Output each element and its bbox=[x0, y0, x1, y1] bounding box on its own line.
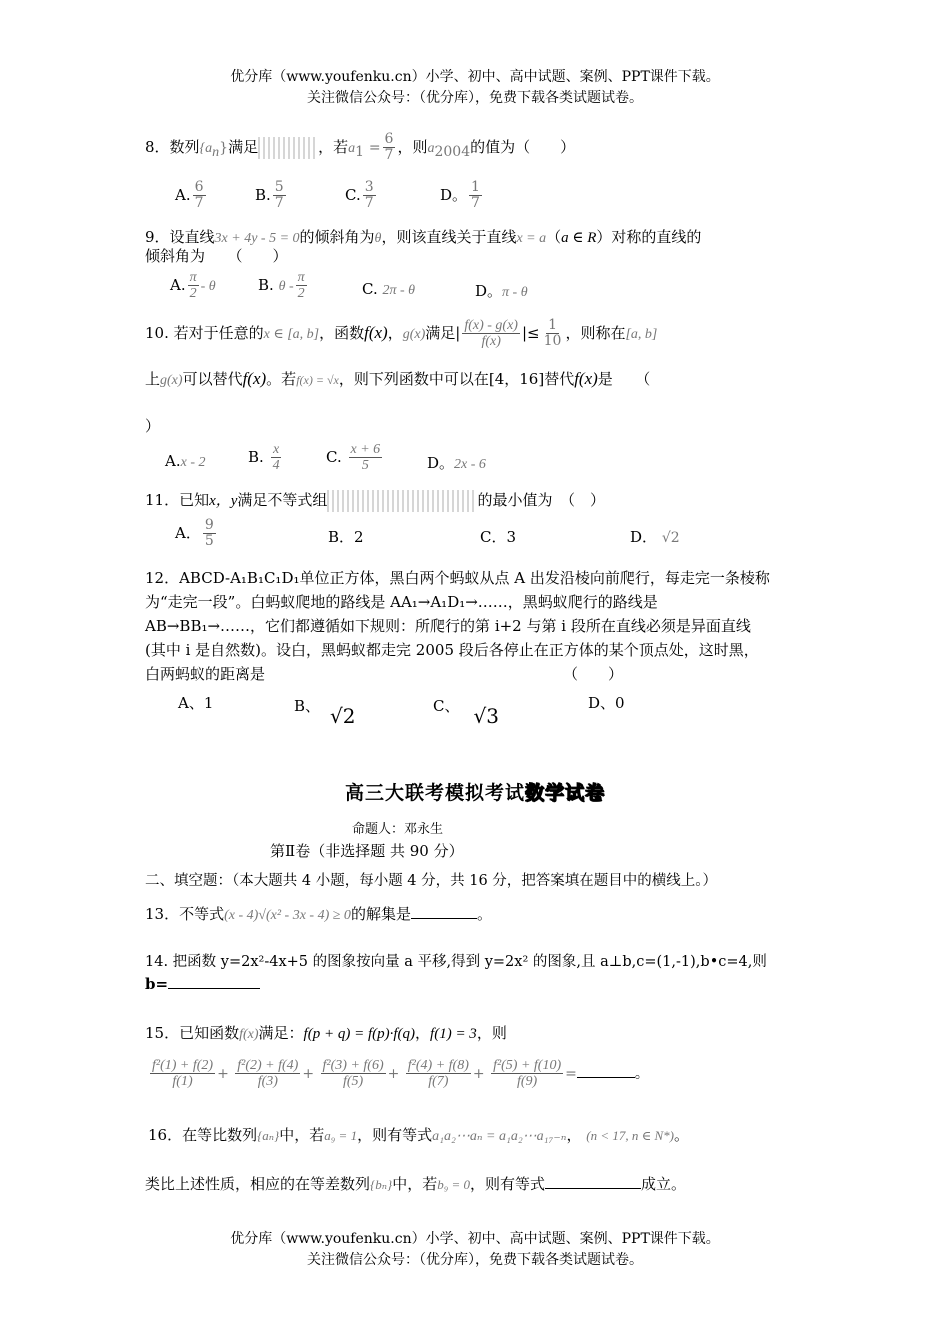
header-line-2: 关注微信公众号：（优分库），免费下载各类试题试卷。 bbox=[307, 90, 643, 106]
q8-option-a: A. $\frac{6}{7}$ bbox=[175, 179, 204, 212]
question-13: 13．不等式(x - 4)√(x² - 3x - 4) ≥ 0的解集是 。 bbox=[145, 905, 492, 923]
question-14-line-1: 14. 把函数 y=2x²-4x+5 的图象按向量 a 平移,得到 y=2x² 的图象,且 a⊥b,c=(1,-1),b•c=4,则 bbox=[145, 954, 767, 970]
question-11: 11．已知x，y满足不等式组 的最小值为 （ ） bbox=[145, 489, 605, 512]
q12-option-b: B、 √2 bbox=[294, 697, 356, 728]
question-16: 16．在等比数列{aₙ}中，若a₉ = 1，则有等式a₁a₂⋯aₙ = a₁a₂⋯a₁₇₋ₙ， (n < 17, n ∈ N*)。 bbox=[148, 1126, 690, 1144]
q9-option-a: A. $\frac{\pi}{2}$ - θ bbox=[170, 270, 216, 302]
q8-option-d: D。 $\frac{1}{7}$ bbox=[440, 179, 480, 212]
q12-option-c: C、 √3 bbox=[433, 697, 499, 728]
question-12-line-4: (其中 i 是自然数)。设白，黑蚂蚁都走完 2005 段后各停止在正方体的某个顶点处，这时黑， bbox=[145, 641, 759, 659]
blurred-formula bbox=[258, 137, 318, 159]
question-10: 10. 若对于任意的x ∈ [a, b]，函数f(x)，g(x)满足| $\frac{f(x) - g(x)}{f(x)}$ |≤ $\frac{1}{10}$ ，则称在[a, b] bbox=[145, 317, 658, 350]
header-line-1: 优分库（www.youfenku.cn）小学、初中、高中试题、案例、PPT课件下载。 bbox=[230, 69, 720, 85]
section-heading: 二、填空题：（本大题共 4 小题，每小题 4 分，共 16 分，把答案填在题目中的横线上。） bbox=[145, 873, 718, 889]
question-10-line-2: 上g(x)可以替代f(x)。若f(x) = √x，则下列函数中可以在[4，16]替代f(x)是 （ bbox=[145, 369, 651, 388]
q9-option-b: B. θ - $\frac{\pi}{2}$ bbox=[258, 270, 305, 302]
question-15-expression: $\frac{\text{f²(1) + f(2)}}{f(1)}$ + $\frac{\text{f²(2) + f(4)}}{f(3)}$ + $\frac{\text{f²(3) + f(6)}}{f(5)}$ + $\frac{\text{f²(4) + f(8)}}{f(7)}$ + $\frac{\text{f²(5) + f(10)}}{f(9)}$ = 。 bbox=[152, 1058, 649, 1090]
q11-option-a: A． $\frac{9}{5}$ bbox=[175, 517, 214, 550]
answer-blank[interactable] bbox=[577, 1077, 635, 1078]
exam-part-title: 第Ⅱ卷（非选择题 共 90 分） bbox=[270, 842, 464, 860]
q9-option-d: D。π - θ bbox=[475, 282, 528, 300]
blurred-inequality-system bbox=[327, 490, 477, 512]
question-12-line-3: AB→BB₁→……，它们都遵循如下规则：所爬行的第 i+2 与第 i 段所在直线必须是异面直线 bbox=[145, 617, 751, 635]
footer-line-1: 优分库（www.youfenku.cn）小学、初中、高中试题、案例、PPT课件下载。 bbox=[230, 1231, 720, 1247]
exam-author: 命题人：邓永生 bbox=[352, 822, 444, 837]
question-12-line-2: 为“走完一段”。白蚂蚁爬地的路线是 AA₁→A₁D₁→……，黑蚂蚁爬行的路线是 bbox=[145, 593, 658, 611]
answer-blank[interactable] bbox=[168, 988, 260, 989]
question-9-line-2: 倾斜角为 （ ） bbox=[145, 247, 288, 265]
answer-blank[interactable] bbox=[545, 1188, 641, 1189]
q10-option-d: D。2x - 6 bbox=[427, 454, 486, 472]
q8-option-b: B. $\frac{5}{7}$ bbox=[255, 179, 284, 212]
q12-option-a: A、1 bbox=[178, 694, 214, 712]
q10-option-c: C. $\frac{x + 6}{5}$ bbox=[326, 442, 381, 474]
q12-option-d: D、0 bbox=[588, 694, 625, 712]
q10-option-b: B. $\frac{x}{4}$ bbox=[248, 442, 280, 474]
question-12-line-1: 12．ABCD-A₁B₁C₁D₁单位正方体，黑白两个蚂蚁从点 A 出发沿棱向前爬行，每走完一条棱称 bbox=[145, 569, 770, 587]
q11-option-c: C．3 bbox=[480, 528, 517, 546]
q11-option-b: B．2 bbox=[328, 528, 364, 546]
question-15: 15．已知函数f(x)满足：f(p + q) = f(p)·f(q)，f(1) = 3，则 bbox=[145, 1024, 507, 1042]
question-16-line-2: 类比上述性质，相应的在等差数列{bₙ}中，若b₉ = 0，则有等式 成立。 bbox=[145, 1175, 687, 1193]
exam-title: 高三大联考模拟考试数学试卷 bbox=[344, 782, 606, 804]
q11-option-d: D． √2 bbox=[630, 528, 680, 546]
q9-option-c: C. 2π - θ bbox=[362, 280, 416, 298]
answer-blank[interactable] bbox=[411, 918, 477, 919]
question-10-line-3: ） bbox=[145, 417, 161, 435]
question-8: 8．数列$\{a_n\}$满足 ，若$a_1$ = $\frac{6}{7}$ ，则$a_{2004}$的值为（ ） bbox=[145, 131, 576, 164]
question-14-line-2: b= bbox=[145, 975, 260, 993]
footer-line-2: 关注微信公众号：（优分库），免费下载各类试题试卷。 bbox=[307, 1252, 643, 1268]
question-9: 9．设直线3x + 4y - 5 = 0的倾斜角为θ，则该直线关于直线x = a（a ∈ R）对称的直线的 bbox=[145, 228, 702, 246]
q8-option-c: C. $\frac{3}{7}$ bbox=[345, 179, 374, 212]
q10-option-a: A.x - 2 bbox=[165, 452, 206, 470]
question-12-line-5: 白两蚂蚁的距离是 （ ） bbox=[145, 665, 624, 683]
